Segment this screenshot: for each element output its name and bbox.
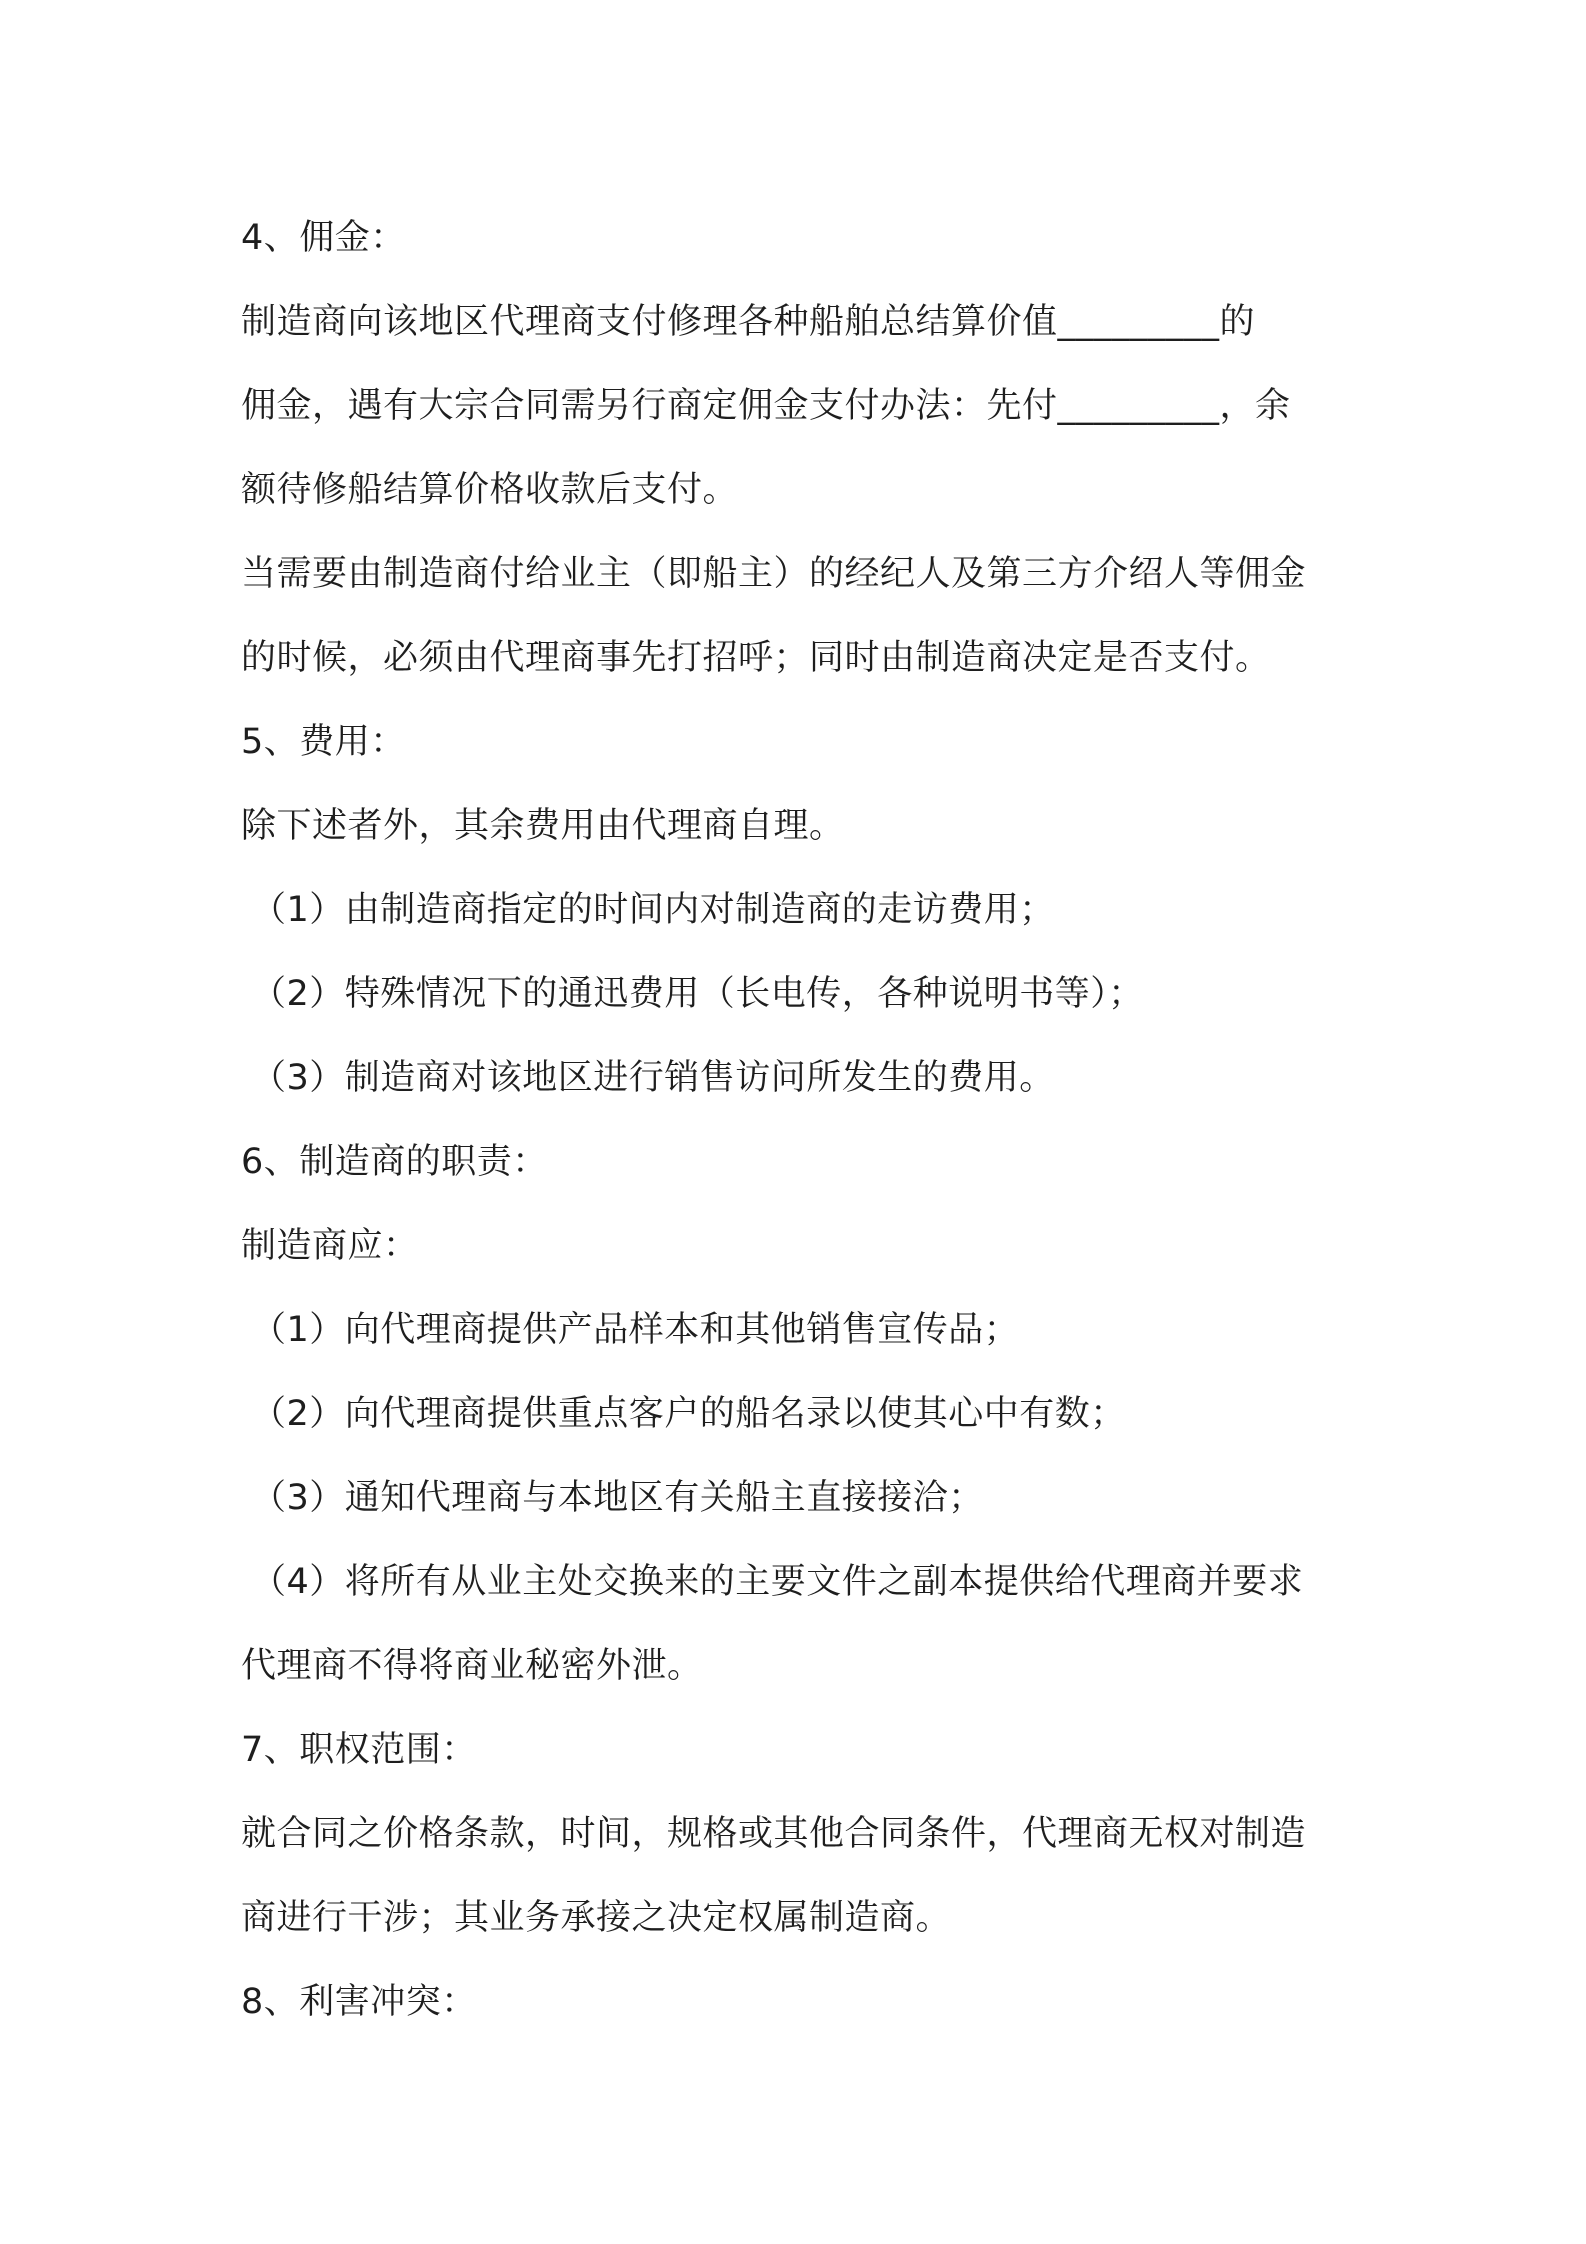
paragraph-line: 制造商应：: [241, 1226, 419, 1266]
section-heading-scope-of-authority: 7、职权范围：: [241, 1730, 477, 1770]
list-item: （1）向代理商提供产品样本和其他销售宣传品；: [251, 1310, 1020, 1350]
paragraph-line: 当需要由制造商付给业主（即船主）的经纪人及第三方介绍人等佣金: [241, 554, 1307, 594]
section-heading-commission: 4、佣金：: [241, 218, 406, 258]
paragraph-line: 制造商向该地区代理商支付修理各种船舶总结算价值_________的: [241, 302, 1256, 342]
paragraph-line: 佣金，遇有大宗合同需另行商定佣金支付办法：先付_________，余: [241, 386, 1291, 426]
document-body: [241, 196, 1361, 2044]
paragraph-line: 代理商不得将商业秘密外泄。: [241, 1646, 703, 1686]
list-item: （3）制造商对该地区进行销售访问所发生的费用。: [251, 1058, 1055, 1098]
list-item: （2）特殊情况下的通迅费用（长电传，各种说明书等）；: [251, 974, 1144, 1014]
list-item: （4）将所有从业主处交换来的主要文件之副本提供给代理商并要求: [251, 1562, 1304, 1602]
section-heading-expenses: 5、费用：: [241, 722, 406, 762]
paragraph-line: 就合同之价格条款，时间，规格或其他合同条件，代理商无权对制造: [241, 1814, 1307, 1854]
paragraph-line: 的时候，必须由代理商事先打招呼；同时由制造商决定是否支付。: [241, 638, 1271, 678]
paragraph-line: 额待修船结算价格收款后支付。: [241, 470, 739, 510]
section-heading-conflict-of-interest: 8、利害冲突：: [241, 1982, 477, 2022]
section-heading-manufacturer-duties: 6、制造商的职责：: [241, 1142, 548, 1182]
list-item: （2）向代理商提供重点客户的船名录以使其心中有数；: [251, 1394, 1126, 1434]
paragraph-line: 商进行干涉；其业务承接之决定权属制造商。: [241, 1898, 952, 1938]
paragraph-line: 除下述者外，其余费用由代理商自理。: [241, 806, 845, 846]
list-item: （1）由制造商指定的时间内对制造商的走访费用；: [251, 890, 1055, 930]
list-item: （3）通知代理商与本地区有关船主直接接洽；: [251, 1478, 984, 1518]
